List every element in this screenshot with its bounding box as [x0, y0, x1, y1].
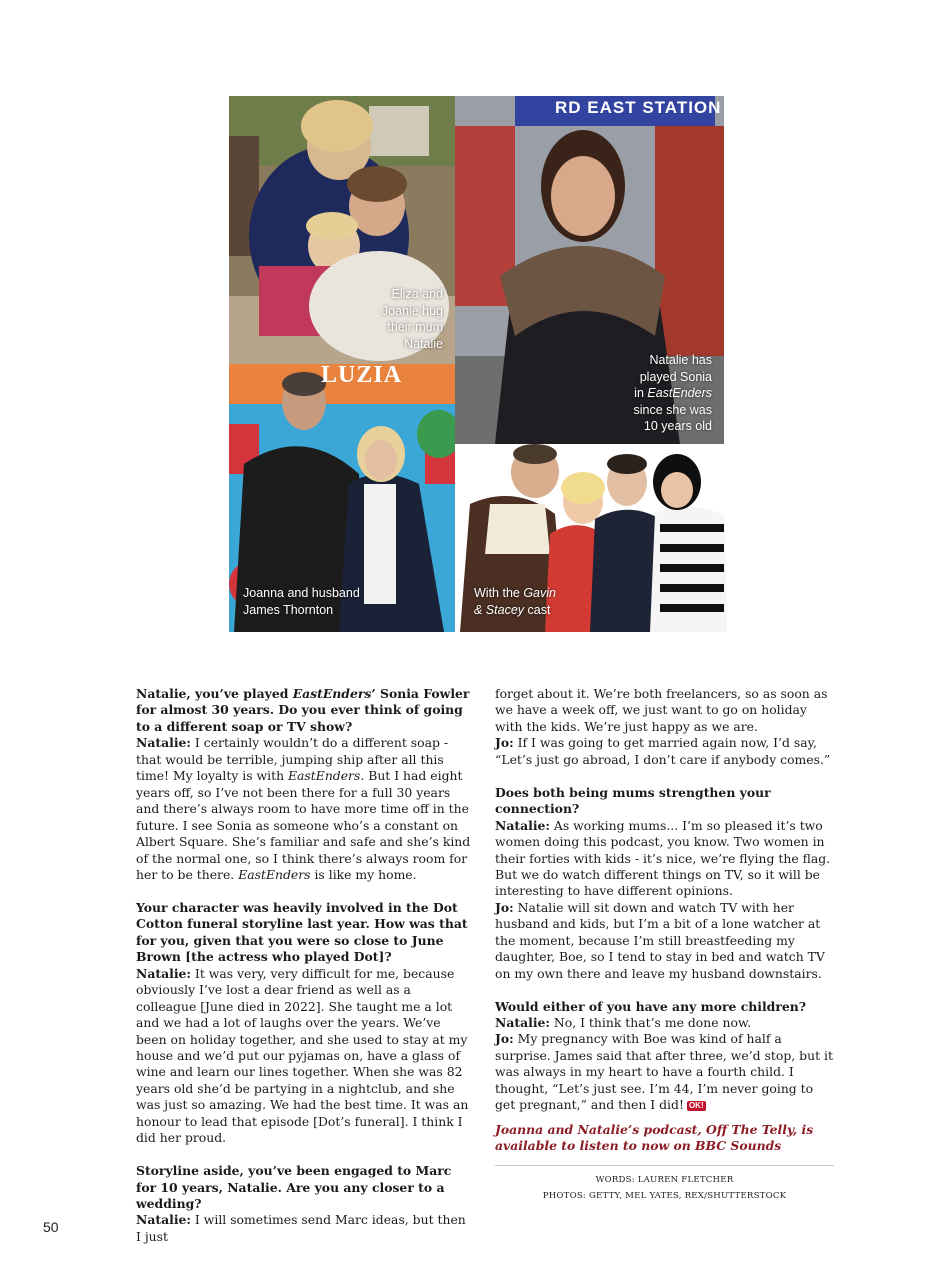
caption-line: since she was — [633, 402, 712, 417]
question-2: Your character was heavily involved in the Dot Cotton funeral storyline last year. How was that for you, given that you were so close to June Brown [the actress who played Dot]? — [136, 899, 468, 965]
credit-photos: PHOTOS: GETTY, MEL YATES, REX/SHUTTERSTOCK — [542, 1190, 787, 1201]
caption-line: Joanie hug — [381, 303, 443, 318]
credits-divider — [495, 1165, 834, 1166]
answer-3-start: Natalie: I will sometimes send Marc ideas, but then I just — [136, 1212, 466, 1244]
caption-line: Natalie has — [649, 353, 712, 367]
question-5: Would either of you have any more children? — [495, 998, 806, 1014]
caption-line: Joanna and husband — [243, 586, 360, 600]
answer-5b: Jo: My pregnancy with Boe was kind of half a surprise. James said that after three, we’d stop, but it was always in my heart to have a fourth child. I thought, “Let’s just see. I’m 44, I’m never going to get pregnant,” and then I did! OK! — [495, 1031, 833, 1113]
caption-line: played Sonia — [639, 369, 712, 384]
caption-cast — [474, 585, 556, 618]
caption-station-portrait — [633, 352, 712, 435]
station-sign: RD EAST STATION — [555, 98, 722, 117]
photo-cast — [455, 444, 727, 632]
answer-1: Natalie: I certainly wouldn’t do a different soap - that would be terrible, jumping ship after all this time! My loyalty is with EastEnders. But I had eight years off, so I’ve not been there for a full 30 years and there’s always room to have more time off in the future. I see Sonia as someone who’s a constant on Albert Square. She’s familiar and safe and she’s kind of the normal one, so I think there’s always room for her to be there. EastEnders is like my home. — [136, 735, 471, 882]
answer-2: Natalie: It was very, very difficult for me, because obviously I’ve lost a dear friend as well as a colleague [June died in 2022]. She taught me a lot and we had a lot of laughs over the years. We’ve been on holiday together, and she used to stay at my house and we’d put our pyjamas on, have a glass of wine and learn our lines together. When she was 82 years old she’d be partying in a nightclub, and she was just so amazing. We had the best time. It was an honour to lead that episode [Dot’s funeral]. I think I did her proud. — [136, 965, 469, 1146]
caption-line: Eliza and — [391, 287, 443, 301]
caption-line: & Stacey cast — [474, 602, 551, 617]
podcast-promo: Joanna and Natalie’s podcast, Off The Telly, is available to listen to now on BBC Sounds — [495, 1121, 814, 1154]
caption-line: With the Gavin — [474, 586, 556, 600]
answer-4b: Jo: Natalie will sit down and watch TV with her husband and kids, but I’m a bit of a lone watcher at the moment, because I’m still breastfeeding my daughter, Boe, so I tend to stay in bed and watch TV on my own there and leave my husband downstairs. — [495, 899, 825, 981]
caption-line: James Thornton — [243, 602, 334, 617]
credit-words: WORDS: LAUREN FLETCHER — [595, 1174, 734, 1185]
caption-line: their mum — [387, 320, 443, 334]
answer-5: Natalie: No, I think that’s me done now. — [495, 1015, 752, 1031]
question-4: Does both being mums strengthen your connection? — [495, 784, 771, 817]
answer-4: Natalie: As working mums... I’m so pleased it’s two women doing this podcast, you know. Two women in their forties with kids - it’s nice, we’re flying the flag. But we do watch different things on TV, so it will be interesting to have different opinions. — [495, 817, 831, 899]
question-1: Natalie, you’ve played EastEnders’ Sonia Fowler for almost 30 years. Do you ever think of going to a different soap or TV show? — [136, 686, 470, 734]
caption-family-hug — [382, 286, 443, 352]
caption-line: in EastEnders — [634, 386, 712, 400]
photo-premiere — [229, 364, 455, 632]
caption-line: Natalie — [404, 336, 443, 351]
premiere-banner: LUZIA — [321, 364, 403, 388]
photo-station-portrait — [455, 96, 724, 444]
page-number: 50 — [43, 1219, 59, 1235]
caption-premiere — [243, 585, 360, 618]
article-column-right — [495, 686, 837, 1204]
answer-3b: Jo: If I was going to get married again now, I’d say, “Let’s just go abroad, I don’t care if anybody comes.” — [495, 735, 831, 767]
article-column-left — [136, 686, 474, 1245]
question-3: Storyline aside, you’ve been engaged to Marc for 10 years, Natalie. Are you any closer to a wedding? — [136, 1163, 452, 1212]
photo-family-hug — [229, 96, 455, 364]
ok-logo-icon: OK! — [688, 1101, 704, 1111]
answer-3-continued: forget about it. We’re both freelancers, so as soon as we have a week off, we just want to go on holiday with the kids. We’re just happy as we are. — [495, 686, 828, 734]
caption-line: 10 years old — [643, 419, 712, 433]
